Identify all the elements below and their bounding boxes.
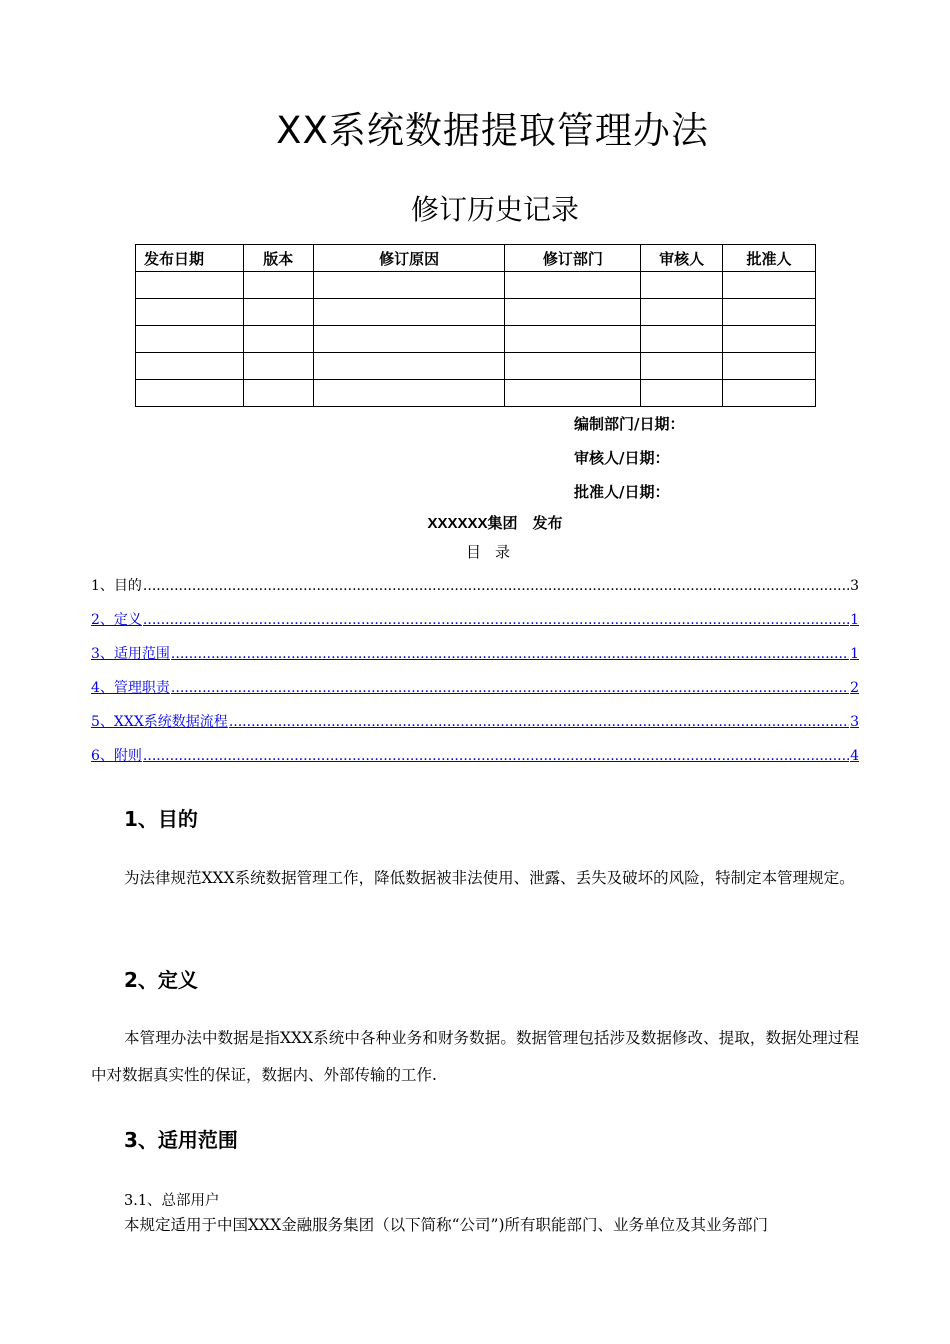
header-revision-reason: 修订原因 [313, 245, 505, 272]
table-cell [313, 326, 505, 353]
table-cell [243, 380, 313, 407]
table-cell [136, 326, 244, 353]
table-cell [313, 380, 505, 407]
table-row [136, 380, 816, 407]
toc-link-appendix[interactable] [91, 745, 859, 765]
section-body-scope: 本规定适用于中国XXX金融服务集团（以下简称“公司”)所有职能部门、业务单位及其业务部门 [124, 1216, 769, 1234]
toc-link-responsibilities[interactable] [91, 677, 859, 697]
table-cell [723, 299, 816, 326]
publisher-name: XXXXXX [427, 515, 488, 532]
table-cell [723, 353, 816, 380]
toc-leader-dots [171, 680, 849, 696]
table-cell [505, 272, 641, 299]
section-heading-purpose: 1、目的 [124, 807, 198, 831]
toc-leader-dots [143, 612, 849, 628]
publisher-line [0, 512, 950, 533]
table-cell [136, 353, 244, 380]
table-cell [505, 353, 641, 380]
table-cell [136, 299, 244, 326]
toc-leader-dots [229, 714, 849, 730]
table-cell [243, 326, 313, 353]
table-row [136, 272, 816, 299]
toc-entry-label: 3、适用范围 [91, 646, 170, 662]
toc-link-data-flow[interactable] [91, 711, 859, 731]
table-row [136, 299, 816, 326]
toc-entry-page: 1 [850, 612, 859, 628]
table-cell [505, 326, 641, 353]
table-cell [641, 272, 723, 299]
table-header-row [136, 245, 816, 272]
subsection-heading-hq-users: 3.1、总部用户 [124, 1193, 220, 1209]
toc-entry-label: 4、管理职责 [91, 680, 170, 696]
section-body-purpose: 为法律规范XXX系统数据管理工作，降低数据被非法使用、泄露、丢失及破坏的风险，特制定本管理规定。 [124, 869, 855, 887]
document-title: XX系统数据提取管理办法 [276, 109, 709, 152]
toc-entry-label: 1、目的 [91, 578, 142, 594]
toc-leader-dots [171, 646, 849, 662]
toc-entry-page: 3 [850, 578, 859, 594]
table-cell [313, 272, 505, 299]
table-cell [505, 299, 641, 326]
toc-leader-dots [143, 578, 849, 594]
revision-history-table [135, 244, 816, 407]
table-cell [723, 380, 816, 407]
signoff-reviewer: 审核人/日期： [574, 449, 670, 467]
table-cell [313, 299, 505, 326]
header-revision-department: 修订部门 [505, 245, 641, 272]
table-cell [243, 272, 313, 299]
table-cell [723, 272, 816, 299]
toc-entry-label: 5、XXX系统数据流程 [91, 714, 228, 730]
header-approver: 批准人 [723, 245, 816, 272]
table-cell [243, 353, 313, 380]
table-cell [641, 299, 723, 326]
header-reviewer: 审核人 [641, 245, 723, 272]
table-cell [136, 380, 244, 407]
toc-entry-purpose[interactable] [91, 575, 859, 595]
toc-entry-page: 1 [850, 646, 859, 662]
table-cell [313, 353, 505, 380]
table-cell [505, 380, 641, 407]
toc-entry-page: 2 [850, 680, 859, 696]
header-release-date: 发布日期 [136, 245, 244, 272]
section-body-definition: 本管理办法中数据是指XXX系统中各种业务和财务数据。数据管理包括涉及数据修改、提取，数据处理过程中对数据真实性的保证，数据内、外部传输的工作. [91, 1029, 859, 1084]
table-cell [136, 272, 244, 299]
header-version: 版本 [243, 245, 313, 272]
table-cell [641, 380, 723, 407]
section-heading-scope: 3、适用范围 [124, 1128, 238, 1152]
signoff-approver: 批准人/日期： [574, 483, 670, 501]
table-cell [243, 299, 313, 326]
toc-link-definition[interactable] [91, 609, 859, 629]
toc-entry-page: 3 [850, 714, 859, 730]
publisher-suffix: 集团 发布 [487, 514, 563, 532]
table-row [136, 326, 816, 353]
toc-entry-page: 4 [850, 748, 859, 764]
section-heading-definition: 2、定义 [124, 968, 198, 992]
table-cell [641, 326, 723, 353]
table-cell [723, 326, 816, 353]
revision-history-title: 修订历史记录 [410, 193, 579, 226]
toc-leader-dots [143, 748, 849, 764]
table-cell [641, 353, 723, 380]
toc-entry-label: 2、定义 [91, 612, 142, 628]
toc-link-scope[interactable] [91, 643, 859, 663]
table-row [136, 353, 816, 380]
signoff-author: 编制部门/日期： [574, 415, 685, 433]
toc-entry-label: 6、附则 [91, 748, 142, 764]
toc-title: 目录 [465, 543, 524, 561]
